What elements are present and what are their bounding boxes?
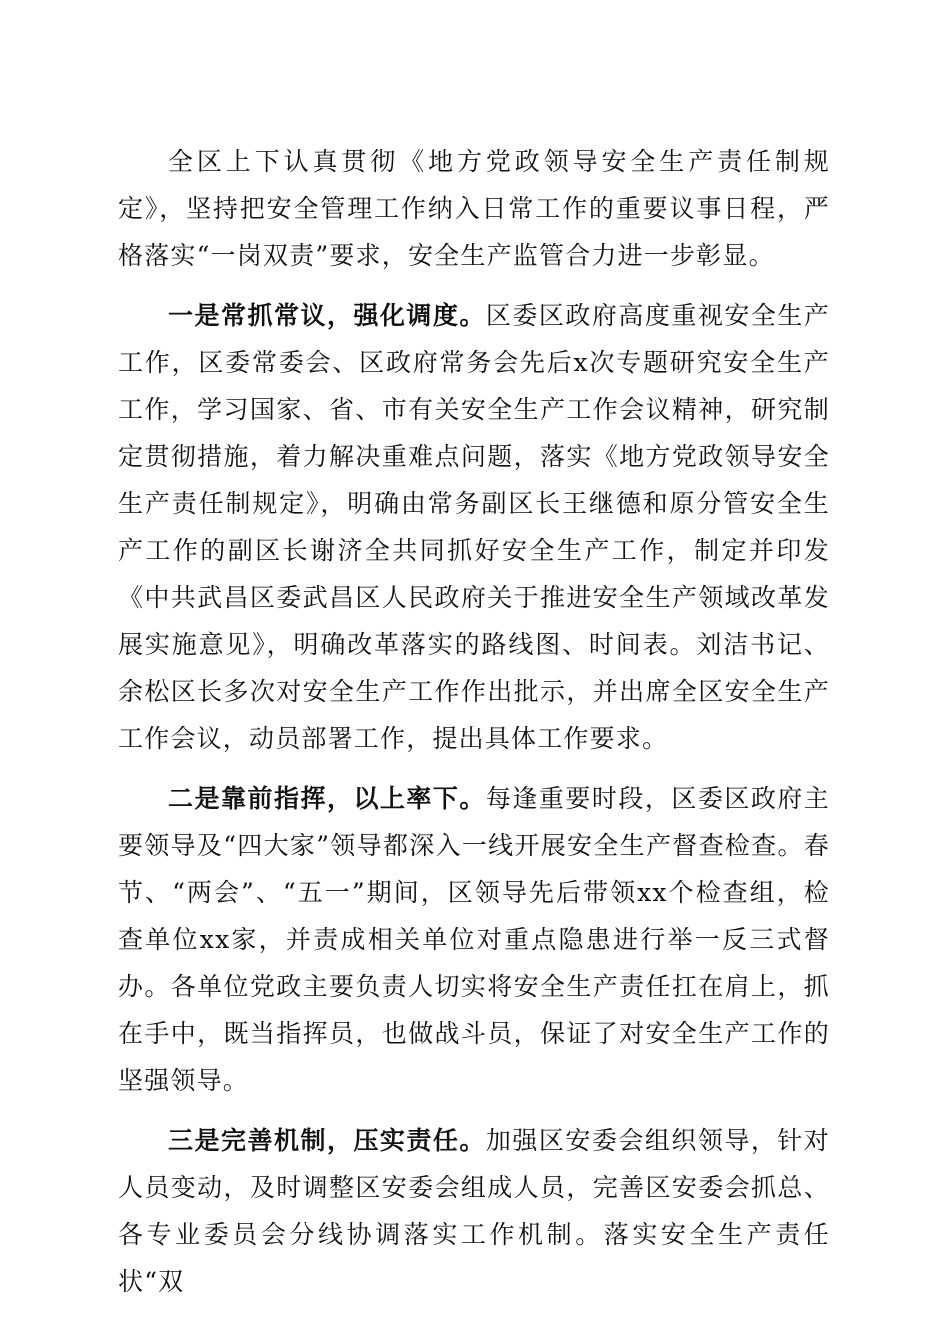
paragraph-lead: 一是常抓常议，强化调度。 — [168, 301, 486, 330]
paragraph-text: 加强区安委会组织领导，针对人员变动，及时调整区安委会组成人员，完善区安委会抓总、各专业委员会分线协调落实工作机制。落实安全生产责任状“双 — [118, 1126, 830, 1296]
paragraph-lead: 二是靠前指挥，以上率下。 — [168, 784, 486, 813]
paragraph-text: 区委区政府高度重视安全生产工作，区委常委会、区政府常务会先后x次专题研究安全生产工作，学习国家、省、市有关安全生产工作会议精神，研究制定贯彻措施，着力解决重难点问题，落实《地方党政领导安全生产责任制规定》，明确由常务副区长王继德和原分管安全生产工作的副区长谢济全共同抓好安全生产工作，制定并印发《中共武昌区委武昌区人民政府关于推进安全生产领域改革发展实施意见》，明确改革落实的路线图、时间表。刘洁书记、余松区长多次对安全生产工作作出批示，并出席全区安全生产工作会议，动员部署工作，提出具体工作要求。 — [118, 301, 830, 753]
paragraph-text: 全区上下认真贯彻《地方党政领导安全生产责任制规定》，坚持把安全管理工作纳入日常工作的重要议事日程，严格落实“一岗双责”要求，安全生产监管合力进一步彰显。 — [118, 147, 830, 270]
paragraph-point-2 — [118, 775, 830, 1104]
paragraph-point-1 — [118, 292, 830, 762]
paragraph-lead: 三是完善机制，压实责任。 — [168, 1126, 486, 1155]
paragraph-point-3 — [118, 1117, 830, 1305]
paragraph-text: 每逢重要时段，区委区政府主要领导及“四大家”领导都深入一线开展安全生产督查检查。春节、“两会”、“五一”期间，区领导先后带领xx个检查组，检查单位xx家，并责成相关单位对重点隐患进行举一反三式督办。各单位党政主要负责人切实将安全生产责任扛在肩上，抓在手中，既当指挥员，也做战斗员，保证了对安全生产工作的坚强领导。 — [118, 784, 830, 1095]
paragraph-intro — [118, 138, 830, 279]
document-body — [118, 138, 830, 1305]
